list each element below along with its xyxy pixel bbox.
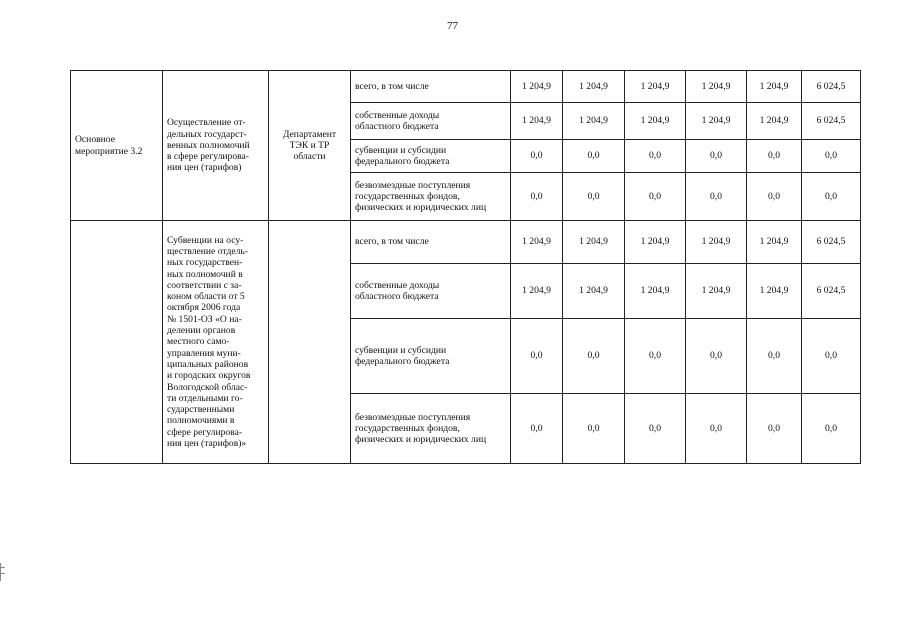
value-cell: 1 204,9 [625, 103, 686, 140]
value-cell: 1 204,9 [686, 221, 747, 264]
title-text: Субвенции на осу- ществление отдель- ных государствен- ных полномочий в соответствии с за- коном области от 5 октября 2006 года № 1501-ОЗ «О на- делении органов местного само- управления муни- ципальных районов и городских округов Вологодской облас- ти отдельными го- сударственными полномочиями в сфере регулирова- ния цен (тарифов)» [167, 234, 251, 450]
value-cell: 0,0 [747, 140, 802, 173]
value-cell: 0,0 [563, 394, 625, 464]
value-cell: 0,0 [563, 140, 625, 173]
value-cell: 0,0 [686, 140, 747, 173]
total-cell: 6 024,5 [802, 103, 861, 140]
value-cell: 0,0 [625, 140, 686, 173]
value-cell: 1 204,9 [625, 71, 686, 103]
value-cell: 1 204,9 [563, 264, 625, 319]
value-cell: 0,0 [686, 394, 747, 464]
budget-table [70, 70, 861, 464]
total-cell: 6 024,5 [802, 221, 861, 264]
value-cell: 1 204,9 [686, 71, 747, 103]
source-cell [351, 140, 511, 173]
value-cell: 1 204,9 [563, 71, 625, 103]
source-cell [351, 71, 511, 103]
total-cell: 0,0 [802, 319, 861, 394]
value-cell: 0,0 [625, 173, 686, 221]
value-cell: 0,0 [747, 319, 802, 394]
page-number: 77 [447, 20, 458, 32]
title-cell [163, 71, 269, 221]
value-cell: 0,0 [511, 173, 563, 221]
value-cell: 1 204,9 [511, 103, 563, 140]
value-cell: 0,0 [511, 319, 563, 394]
value-cell: 0,0 [686, 319, 747, 394]
total-cell: 0,0 [802, 140, 861, 173]
edge-tick [1, 573, 5, 574]
value-cell: 1 204,9 [511, 264, 563, 319]
scan-edge-mark [0, 563, 6, 581]
edge-tick [1, 567, 5, 568]
value-cell: 1 204,9 [686, 103, 747, 140]
value-cell: 1 204,9 [747, 71, 802, 103]
value-cell: 0,0 [747, 394, 802, 464]
executor-cell [269, 71, 351, 221]
table-row [71, 221, 861, 264]
source-text: всего, в том числе [355, 80, 429, 92]
source-text: собственные доходы областного бюджета [355, 109, 440, 132]
source-text: субвенции и субсидии федерального бюджета [355, 344, 450, 367]
value-cell: 1 204,9 [511, 71, 563, 103]
value-cell: 0,0 [625, 319, 686, 394]
executor-cell [269, 221, 351, 464]
value-cell: 0,0 [625, 394, 686, 464]
event-cell [71, 221, 163, 464]
source-text: безвозмездные поступления государственных фондов, физических и юридических лиц [355, 411, 487, 446]
title-cell [163, 221, 269, 464]
value-cell: 1 204,9 [686, 264, 747, 319]
source-text: всего, в том числе [355, 236, 429, 248]
source-cell [351, 264, 511, 319]
source-cell [351, 394, 511, 464]
total-cell: 0,0 [802, 173, 861, 221]
source-cell [351, 173, 511, 221]
value-cell: 1 204,9 [511, 221, 563, 264]
value-cell: 1 204,9 [747, 103, 802, 140]
value-cell: 0,0 [686, 173, 747, 221]
event-cell [71, 71, 163, 221]
source-cell [351, 103, 511, 140]
source-cell [351, 319, 511, 394]
source-cell [351, 221, 511, 264]
value-cell: 0,0 [511, 140, 563, 173]
value-cell: 1 204,9 [563, 221, 625, 264]
value-cell: 1 204,9 [625, 221, 686, 264]
value-cell: 0,0 [563, 319, 625, 394]
value-cell: 1 204,9 [625, 264, 686, 319]
total-cell: 6 024,5 [802, 71, 861, 103]
executor-text: Департамент ТЭК и ТР области [282, 128, 337, 163]
value-cell: 1 204,9 [747, 221, 802, 264]
source-text: собственные доходы областного бюджета [355, 279, 440, 302]
title-text: Осуществление от- дельных государст- венных полномочий в сфере регулирова- ния цен (тарифов) [167, 117, 250, 174]
source-text: субвенции и субсидии федерального бюджета [355, 144, 450, 167]
total-cell: 0,0 [802, 394, 861, 464]
value-cell: 1 204,9 [563, 103, 625, 140]
value-cell: 1 204,9 [747, 264, 802, 319]
value-cell: 0,0 [511, 394, 563, 464]
source-text: безвозмездные поступления государственных фондов, физических и юридических лиц [355, 179, 487, 214]
table-row [71, 71, 861, 103]
total-cell: 6 024,5 [802, 264, 861, 319]
event-text: Основное мероприятие 3.2 [75, 134, 143, 157]
value-cell: 0,0 [563, 173, 625, 221]
value-cell: 0,0 [747, 173, 802, 221]
